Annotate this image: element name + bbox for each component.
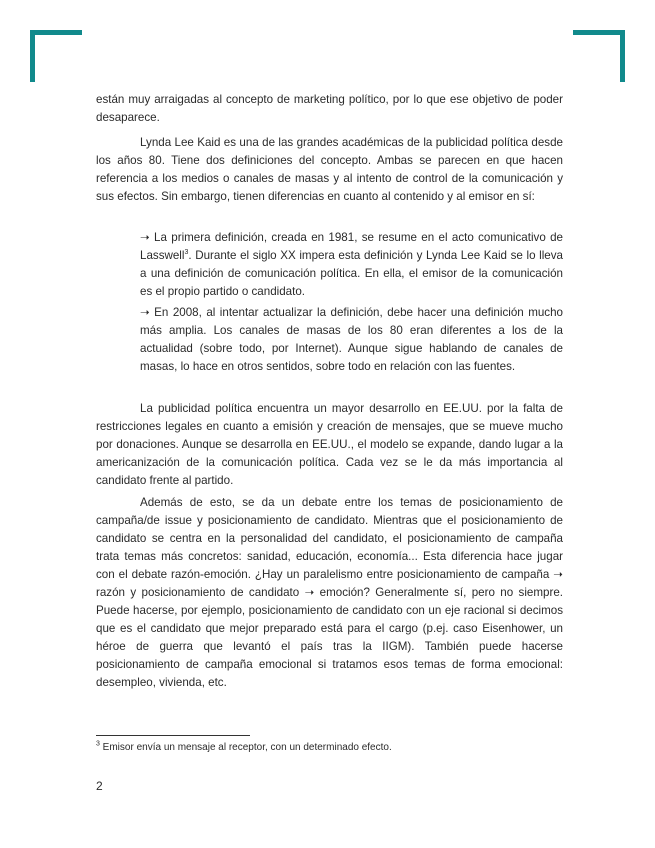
footnote bbox=[96, 741, 392, 755]
paragraph-eeuu: La publicidad política encuentra un mayor desarrollo en EE.UU. por la falta de restricciones legales en cuanto a emisión y creación de mensajes, que se mueve mucho por donaciones. Aunque se desarrolla en EE.UU., el modelo se expande, dando lugar a la americanización de la comunicación política. Cada vez se le da más importancia al candidato frente al partido. bbox=[96, 402, 563, 487]
page-number: 2 bbox=[96, 779, 103, 793]
footnote-divider bbox=[96, 735, 250, 736]
paragraph-continuation: están muy arraigadas al concepto de marketing político, por lo que ese objetivo de poder desaparece. bbox=[96, 93, 563, 124]
footnote-marker: 3 bbox=[96, 740, 100, 748]
bullet-first-definition bbox=[140, 229, 563, 301]
corner-mark-top-right-h bbox=[573, 30, 625, 35]
bullet-second-definition: ➝ En 2008, al intentar actualizar la definición, debe hacer una definición mucho más amplia. Los canales de masas de los 80 eran diferentes a los de la actualidad (sobre todo, por Internet). Aunque sigue hablando de canales de masas, lo hace en otros sentidos, sobre todo en relación con las fuentes. bbox=[140, 306, 563, 373]
bullet-text: ➝ La primera definición, creada en 1981, se resume en el acto comunicativo de Lasswell bbox=[140, 231, 563, 262]
footnote-ref[interactable]: 3 bbox=[184, 249, 189, 257]
paragraph-kaid: Lynda Lee Kaid es una de las grandes académicas de la publicidad política desde los años 80. Tiene dos definiciones del concepto. Ambas se parecen en que hacen referencia a los medios o canales de masas y al intento de control de la comunicación y sus efectos. Sin embargo, tienen diferencias en cuanto al contenido y al emisor en sí: bbox=[96, 136, 563, 203]
bullet-text-cont: . Durante el siglo XX impera esta definición y Lynda Lee Kaid se lo lleva a una definición de comunicación política. En ella, el emisor de la comunicación es el propio partido o candidato. bbox=[140, 249, 563, 298]
corner-mark-top-left-v bbox=[30, 30, 35, 82]
corner-mark-top-right-v bbox=[620, 30, 625, 82]
paragraph-debate: Además de esto, se da un debate entre los temas de posicionamiento de campaña/de issue y posicionamiento de candidato. Mientras que el posicionamiento de candidato se centra en la personalidad del candidato, el posicionamiento de campaña trata temas más concretos: sanidad, educación, economía... Esta diferencia hace jugar con el debate razón-emoción. ¿Hay un paralelismo entre posicionamiento de campaña ➝ razón y posicionamiento de candidato ➝ emoción? Generalmente sí, pero no siempre. Puede hacerse, por ejemplo, posicionamiento de candidato con un eje racional si decimos que es el candidato que mejor preparado está para el cargo (p.ej. caso Eisenhower, un héroe de guerra que levantó el país tras la IIGM). También puede hacerse posicionamiento de campaña emocional si tratamos esos temas de forma emocional: desempleo, vivienda, etc. bbox=[96, 496, 563, 689]
corner-mark-top-left-h bbox=[30, 30, 82, 35]
footnote-text: Emisor envía un mensaje al receptor, con un determinado efecto. bbox=[99, 742, 392, 753]
